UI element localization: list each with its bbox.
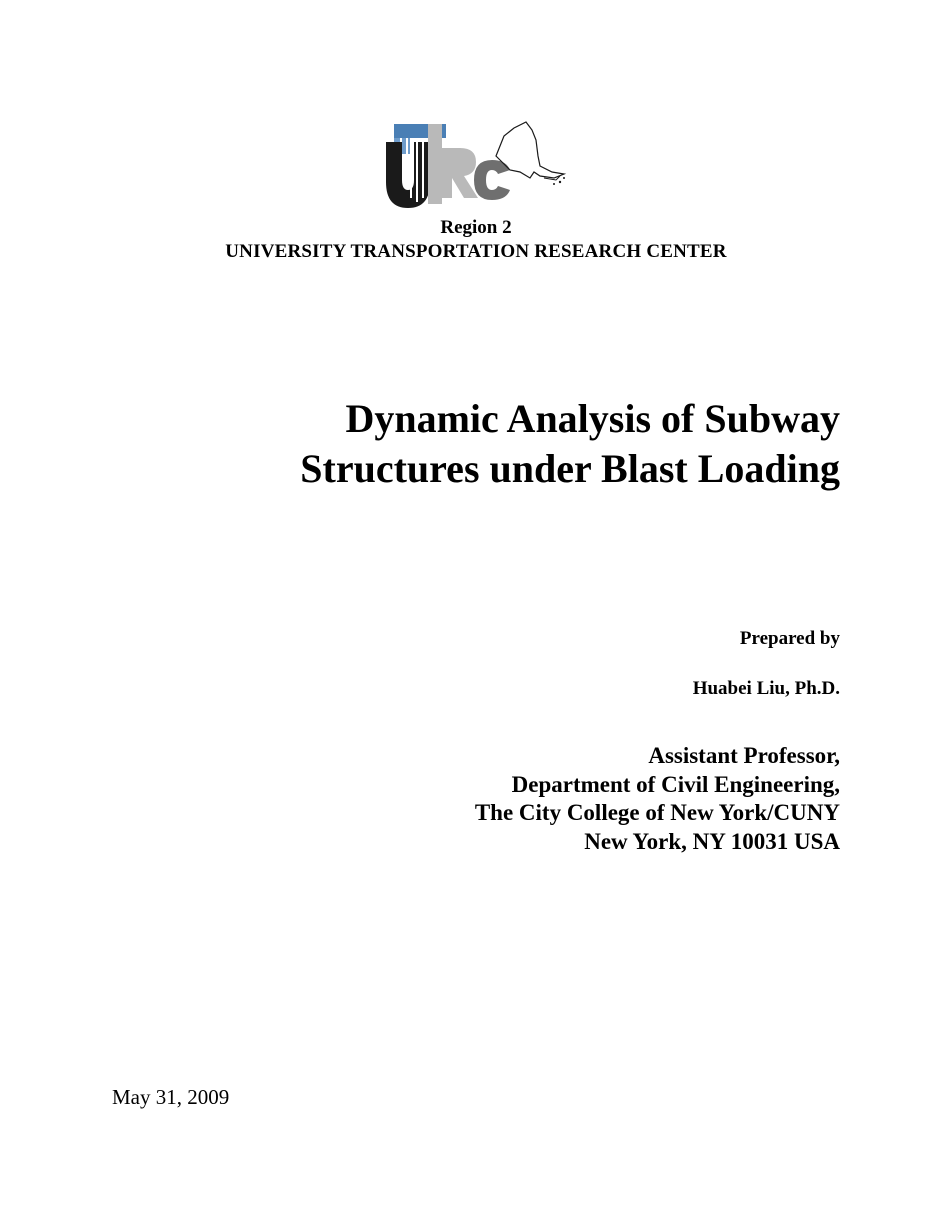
affiliation-line-3: The City College of New York/CUNY (474, 800, 840, 825)
author-affiliation (240, 742, 840, 856)
report-title-line-2: Structures under Blast Loading (300, 446, 840, 491)
report-date: May 31, 2009 (112, 1085, 230, 1109)
affiliation-line-4: New York, NY 10031 USA (584, 828, 840, 854)
utrc-logo (384, 116, 570, 212)
report-title-line-1: Dynamic Analysis of Subway (345, 396, 840, 441)
affiliation-line-1: Assistant Professor, (648, 743, 840, 768)
research-center-name: UNIVERSITY TRANSPORTATION RESEARCH CENTER (225, 241, 727, 262)
region-label: Region 2 (440, 217, 512, 238)
author-name: Huabei Liu, Ph.D. (692, 678, 840, 699)
prepared-by-label: Prepared by (739, 628, 840, 649)
affiliation-line-2: Department of Civil Engineering, (511, 771, 840, 797)
report-title (140, 394, 840, 494)
